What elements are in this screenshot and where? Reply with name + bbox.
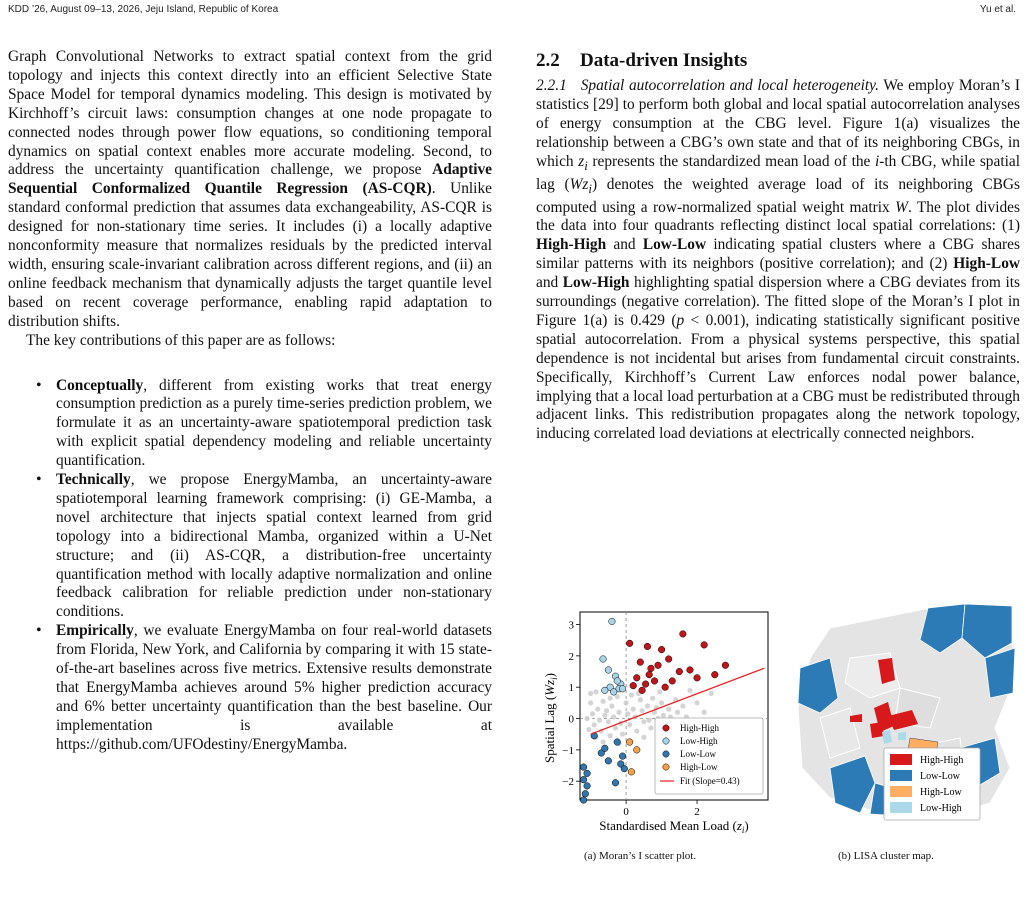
data-point-not-significant bbox=[600, 739, 605, 744]
data-point-not-significant bbox=[631, 707, 636, 712]
x-tick-label: 0 bbox=[623, 806, 629, 818]
morans-scatter-plot bbox=[540, 598, 780, 848]
data-point-not-significant bbox=[648, 725, 653, 730]
data-point-high-high bbox=[651, 678, 658, 685]
data-point-low-high bbox=[605, 667, 612, 674]
data-point-high-high bbox=[680, 631, 687, 638]
data-point-low-high bbox=[602, 687, 609, 694]
data-point-low-low bbox=[614, 739, 621, 746]
data-point-not-significant bbox=[650, 696, 655, 701]
data-point-high-high bbox=[626, 640, 633, 647]
data-point-high-high bbox=[694, 675, 701, 682]
data-point-low-low bbox=[580, 776, 587, 783]
data-point-low-high bbox=[614, 678, 621, 685]
legend-label: Fit (Slope=0.43) bbox=[680, 776, 740, 786]
data-point-high-high bbox=[701, 642, 708, 649]
data-point-not-significant bbox=[608, 696, 613, 701]
legend-label: Low-Low bbox=[680, 749, 716, 759]
y-tick-label: 1 bbox=[568, 682, 574, 695]
data-point-low-high bbox=[609, 618, 616, 625]
intro-paragraph: Graph Convolutional Networks to extract spatial context from the grid topology and injects this context directly into an efficient Selective State Space Model for temporal dynamics modeling. This design is motivated by Kirchhoff’s circuit laws: consumption changes at one node propagate to connected nodes through power flow equations, so conditioning temporal dynamics on spatial context enables more accurate modeling. Second, to address the uncertainty quantification challenge, we propose Adaptive Sequential Conformalized Quantile Regression (AS-CQR). Unlike standard conformal prediction that assumes data exchangeability, AS-CQR is designed for non-stationary time series. It includes (i) a locally adaptive nonconformity measure that normalizes residuals by the predicted interval width, ensuring scale-invariant calibration across different regions, and (ii) an online feedback mechanism that dynamically adjusts the target quantile level based on recent coverage performance, enabling rapid adaptation to distribution shifts. bbox=[8, 48, 492, 330]
data-point-not-significant bbox=[620, 732, 625, 737]
section-heading: 2.2 Data-driven Insights bbox=[536, 50, 748, 71]
data-point-not-significant bbox=[666, 707, 671, 712]
legend-label: High-High bbox=[920, 755, 964, 766]
data-point-not-significant bbox=[588, 691, 593, 696]
data-point-low-high bbox=[600, 656, 607, 663]
data-point-high-high bbox=[711, 671, 718, 678]
data-point-not-significant bbox=[592, 722, 597, 727]
data-point-low-low bbox=[605, 758, 612, 765]
data-point-not-significant bbox=[590, 711, 595, 716]
data-point-high-high bbox=[669, 678, 676, 685]
y-tick-label: −2 bbox=[562, 776, 574, 789]
data-point-high-high bbox=[722, 662, 729, 669]
data-point-high-high bbox=[662, 684, 669, 691]
map-legend bbox=[884, 748, 980, 820]
legend-swatch-low-high bbox=[890, 802, 912, 813]
running-header-right: Yu et al. bbox=[979, 4, 1016, 15]
data-point-not-significant bbox=[627, 722, 632, 727]
data-point-high-low bbox=[626, 739, 633, 746]
data-point-high-high bbox=[642, 681, 649, 688]
data-point-high-high bbox=[665, 656, 672, 663]
data-point-high-low bbox=[633, 747, 640, 754]
data-point-not-significant bbox=[606, 719, 611, 724]
y-axis-label: Spatial Lag $(Wz_i)$ bbox=[542, 673, 559, 763]
data-point-not-significant bbox=[647, 718, 652, 723]
list-item: • Conceptually, different from existing works that treat energy consumption prediction as a purely time-series prediction problem, we formulate it as an uncertainty-aware spatiotemporal prediction task with explicit spatial dependency modeling and reliable uncertainty quantification. bbox=[8, 377, 492, 472]
running-header-left: KDD ’26, August 09–13, 2026, Jeju Island, Republic of Korea bbox=[8, 4, 279, 15]
data-point-not-significant bbox=[629, 692, 634, 697]
data-point-high-high bbox=[676, 668, 683, 675]
data-point-not-significant bbox=[625, 711, 630, 716]
data-point-low-low bbox=[584, 783, 591, 790]
data-point-low-low bbox=[580, 797, 587, 804]
data-point-not-significant bbox=[702, 710, 707, 715]
section-paragraph: 2.2.1 Spatial autocorrelation and local heterogeneity. We employ Moran’s I statistics [29] to perform both global and local spatial autocorrelation analyses of energy consumption at the CBG level. Figure 1(a) visualizes the relationship between a CBG’s own state and that of its neighboring CBGs, in which $z_i$ represents the standardized mean load of the i-th CBG, while spatial lag $(Wz_i)$ denotes the weighted average load of its neighboring CBGs computed using a row-normalized spatial weight matrix W. The plot divides the data into four quadrants reflecting distinct local spatial correlations: (1) High-High and Low-Low indicating spatial clusters where a CBG shares similar patterns with its neighbors (positive correlation); and (2) High-Low and Low-High highlighting spatial dispersion where a CBG deviates from its surroundings (negative correlation). The fitted slope of the Moran’s I plot in Figure 1(a) is 0.429 (p < 0.001), indicating statistically significant positive spatial autocorrelation. From a physical systems perspective, this spatial dependence is not incidental but arises from fundamental circuit constraints. Specifically, Kirchhoff’s Current Law enforces nodal power balance, implying that a local load perturbation at a CBG must be redistributed through adjacent links. This redistribution propagates along the network topology, inducing correlated load deviations at electrically connected neighbors. bbox=[536, 76, 1020, 443]
data-point-not-significant bbox=[609, 703, 614, 708]
data-point-low-low bbox=[584, 770, 591, 777]
data-point-high-high bbox=[644, 643, 651, 650]
legend-swatch-low-high bbox=[663, 738, 669, 744]
data-point-not-significant bbox=[588, 700, 593, 705]
data-point-low-low bbox=[582, 790, 589, 797]
figure-b-caption: (b) LISA cluster map. bbox=[838, 850, 934, 862]
data-point-not-significant bbox=[641, 719, 646, 724]
data-point-high-high bbox=[646, 671, 653, 678]
data-point-not-significant bbox=[680, 703, 685, 708]
data-point-not-significant bbox=[608, 733, 613, 738]
data-point-not-significant bbox=[639, 708, 644, 713]
data-point-high-high bbox=[630, 682, 637, 689]
data-point-low-high bbox=[610, 689, 617, 696]
contributions-list bbox=[8, 377, 492, 755]
left-column bbox=[8, 48, 492, 755]
data-point-low-low bbox=[580, 764, 587, 771]
lisa-cluster-map bbox=[790, 598, 1020, 828]
legend-swatch-low-low bbox=[890, 770, 912, 781]
data-point-not-significant bbox=[709, 691, 714, 696]
data-point-not-significant bbox=[624, 700, 629, 705]
data-point-not-significant bbox=[694, 700, 699, 705]
data-point-low-low bbox=[621, 765, 628, 772]
data-point-low-low bbox=[602, 745, 609, 752]
data-point-high-high bbox=[633, 675, 640, 682]
contributions-lead: The key contributions of this paper are as follows: bbox=[26, 331, 336, 349]
data-point-not-significant bbox=[595, 707, 600, 712]
list-item: • Empirically, we evaluate EnergyMamba on four real-world datasets from Florida, New York, and California by comparing it with 15 state-of-the-art baselines across five metrics. Extensive results demonstrate that EnergyMamba achieves around 5% higher prediction accuracy and 6% better uncertainty quantification than the best baseline. Our implementation is available at https://github.com/UFOdestiny/EnergyMamba. bbox=[8, 622, 492, 754]
data-point-not-significant bbox=[600, 699, 605, 704]
figure-a-caption: (a) Moran’s I scatter plot. bbox=[584, 850, 697, 862]
legend-swatch-high-low bbox=[890, 786, 912, 797]
data-point-not-significant bbox=[602, 713, 607, 718]
data-point-high-high bbox=[655, 662, 662, 669]
data-point-not-significant bbox=[675, 710, 680, 715]
data-point-low-low bbox=[612, 779, 619, 786]
data-point-not-significant bbox=[593, 689, 598, 694]
data-point-not-significant bbox=[638, 697, 643, 702]
data-point-high-low bbox=[628, 769, 635, 776]
data-point-high-high bbox=[637, 659, 644, 666]
data-point-low-low bbox=[619, 753, 626, 760]
legend-swatch-high-low bbox=[663, 764, 669, 770]
legend-label: High-High bbox=[680, 723, 719, 733]
data-point-not-significant bbox=[604, 708, 609, 713]
legend-swatch-low-low bbox=[663, 751, 669, 757]
data-point-not-significant bbox=[586, 727, 591, 732]
y-tick-label: 3 bbox=[568, 619, 574, 632]
legend-label: High-Low bbox=[680, 762, 718, 772]
data-point-high-high bbox=[648, 665, 655, 672]
data-point-high-high bbox=[687, 667, 694, 674]
list-item: • Technically, we propose EnergyMamba, an uncertainty-aware spatiotemporal learning framework comprising: (i) GE-Mamba, a novel architecture that injects spatial context learned from grid topology into a bidirectional Mamba, organized within a U-Net structure; and (ii) AS-CQR, a distribution-free uncertainty quantification method with locally adaptive normalization and online feedback calibration for reliable prediction under non-stationary conditions. bbox=[8, 471, 492, 622]
data-point-not-significant bbox=[611, 714, 616, 719]
data-point-not-significant bbox=[657, 689, 662, 694]
data-point-not-significant bbox=[687, 688, 692, 693]
legend-label: Low-Low bbox=[920, 771, 960, 782]
data-point-not-significant bbox=[597, 718, 602, 723]
data-point-low-high bbox=[619, 685, 626, 692]
y-tick-label: 2 bbox=[568, 650, 574, 663]
data-point-not-significant bbox=[641, 735, 646, 740]
data-point-not-significant bbox=[659, 700, 664, 705]
legend-label: High-Low bbox=[920, 787, 962, 798]
y-tick-label: 0 bbox=[568, 713, 574, 726]
legend-label: Low-High bbox=[680, 736, 718, 746]
legend-label: Low-High bbox=[920, 803, 962, 814]
legend-swatch-high-high bbox=[663, 725, 669, 731]
x-axis-label: Standardised Mean Load $(z_i)$ bbox=[599, 818, 749, 835]
x-tick-label: 2 bbox=[694, 806, 700, 818]
scatter-legend bbox=[655, 718, 763, 794]
data-point-high-high bbox=[639, 687, 646, 694]
data-point-not-significant bbox=[634, 728, 639, 733]
legend-swatch-high-high bbox=[890, 754, 912, 765]
data-point-not-significant bbox=[661, 713, 666, 718]
y-tick-label: −1 bbox=[562, 744, 574, 757]
data-point-not-significant bbox=[584, 716, 589, 721]
right-column bbox=[536, 48, 1020, 444]
data-point-not-significant bbox=[645, 703, 650, 708]
data-point-high-high bbox=[658, 646, 665, 653]
data-point-not-significant bbox=[616, 710, 621, 715]
